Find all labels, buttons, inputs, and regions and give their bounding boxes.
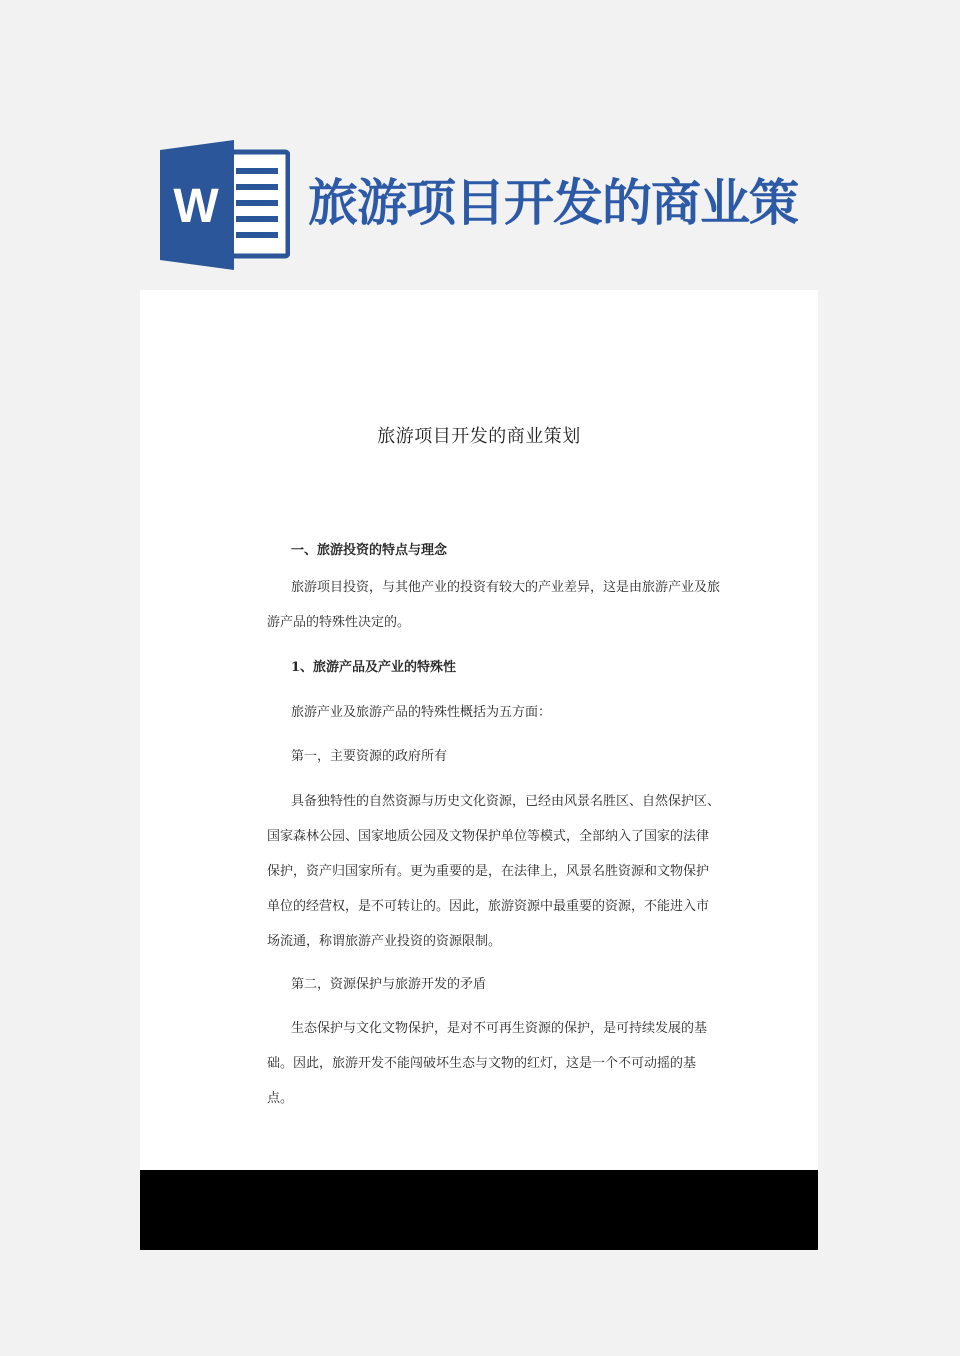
word-logo-letter: W xyxy=(173,180,219,233)
paragraph-text: 第二，资源保护与旅游开发的矛盾 xyxy=(291,977,487,992)
bottom-bar xyxy=(140,1170,818,1250)
section-heading xyxy=(267,650,720,685)
paragraph xyxy=(267,1011,720,1116)
paragraph xyxy=(267,570,720,640)
heading-text: 一、旅游投资的特点与理念 xyxy=(291,543,448,558)
document-page xyxy=(140,290,818,1170)
paragraph-text: 旅游产业及旅游产品的特殊性概括为五方面： xyxy=(291,705,552,720)
paragraph xyxy=(267,695,720,730)
document-title: 旅游项目开发的商业策划 xyxy=(377,426,581,447)
paragraph-text: 旅游项目投资，与其他产业的投资有较大的产业差异，这是由旅游产业及旅游产品的特殊性决定的。 xyxy=(267,580,721,630)
heading-text: 1、旅游产品及产业的特殊性 xyxy=(291,660,457,675)
section-heading xyxy=(267,533,720,568)
paragraph xyxy=(267,739,720,774)
paragraph-text: 第一，主要资源的政府所有 xyxy=(291,749,448,764)
header-banner xyxy=(0,0,960,290)
paragraph-text: 生态保护与文化文物保护，是对不可再生资源的保护，是可持续发展的基础。因此，旅游开发不能闯破坏生态与文物的红灯，这是一个不可动摇的基点。 xyxy=(267,1021,708,1106)
paragraph xyxy=(267,784,720,959)
paragraph xyxy=(267,967,720,1002)
paragraph-text: 具备独特性的自然资源与历史文化资源，已经由风景名胜区、自然保护区、国家森林公园、国家地质公园及文物保护单位等模式，全部纳入了国家的法律保护，资产归国家所有。更为重要的是，在法律上，风景名胜资源和文物保护单位的经营权，是不可转让的。因此，旅游资源中最重要的资源，不能进入市场流通，称谓旅游产业投资的资源限制。 xyxy=(267,794,721,949)
banner-title: 旅游项目开发的商业策 xyxy=(308,174,798,232)
word-document-icon xyxy=(160,140,290,270)
